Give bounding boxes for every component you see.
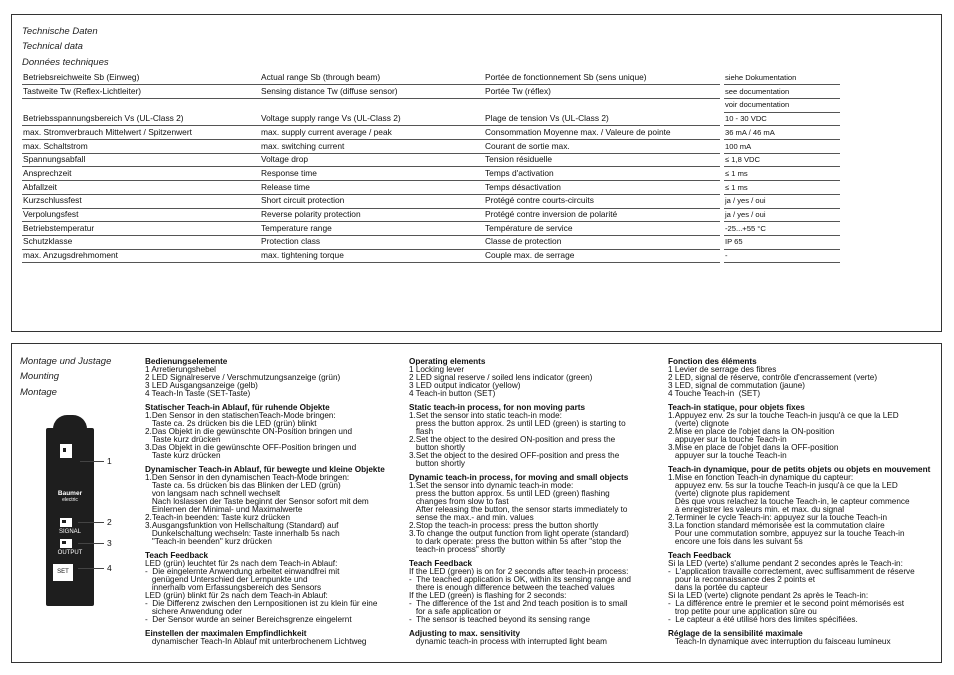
spec-row	[22, 153, 722, 166]
spec-value: 10 - 30 VDC	[725, 114, 767, 124]
spec-label-en: Response time	[261, 167, 317, 178]
section-text: Si la LED (verte) s'allume pendant 2 secondes après le Teach-in: - L'application travaille correctement, avec suffisamment de réserve pour la reconnaissance des 2 points et dans la portée du capteur Si la LED (verte) clignote pendant 2s après le Teach-in: - La différence entre le premier et le second point mémorisés est trop petite pour une application sûre ou - Le capteur a été utilisé hors des limites spécifiées.	[668, 559, 915, 624]
section-text: 1 Levier de serrage des fibres 2 LED, signal de réserve, contrôle d'encrassement (verte) 3 LED, signal de commutation (jaune) 4 Touche Teach-in (SET)	[668, 365, 878, 398]
section-heading: Teach Feedback	[145, 551, 209, 560]
title-fr: Données techniques	[22, 56, 109, 68]
technical-data-titles	[22, 24, 109, 70]
callout-4: 4	[107, 563, 112, 573]
signal-label: SIGNAL	[58, 529, 81, 535]
spec-row	[22, 71, 722, 84]
section-text: 1 Locking lever 2 LED signal reserve / soiled lens indicator (green) 3 LED output indicator (yellow) 4 Teach-in button (SET)	[409, 365, 593, 398]
spec-value: -	[725, 251, 728, 261]
section-heading: Dynamic teach-in process, for moving and small objects	[409, 473, 629, 482]
section-text: 1.Set the sensor into static teach-in mode: press the button approx. 2s until LED (green) is starting to flash 2.Set the object to the desired ON-position and press the button shortly 3.Set the object to the desired OFF-position and press the button shortly	[409, 411, 626, 468]
spec-value: 36 mA / 46 mA	[725, 127, 775, 137]
mounting-title-en: Mounting	[20, 371, 60, 383]
spec-row	[22, 235, 722, 248]
spec-label-en: Actual range Sb (through beam)	[261, 72, 381, 82]
mounting-panel	[11, 343, 942, 663]
callout-3: 3	[107, 538, 112, 548]
spec-label-en: Protection class	[261, 236, 321, 247]
spec-label-en: Release time	[261, 181, 310, 192]
instructions-de	[145, 358, 400, 646]
spec-value: ≤ 1 ms	[725, 182, 748, 192]
spec-value: ja / yes / oui	[725, 196, 766, 206]
spec-row	[22, 194, 722, 207]
spec-label-en: Sensing distance Tw (diffuse sensor)	[261, 85, 398, 96]
spec-label-de: max. Anzugsdrehmoment	[23, 250, 118, 261]
spec-value: 100 mA	[725, 141, 752, 151]
spec-label-fr: Classe de protection	[485, 236, 562, 247]
spec-label-de: max. Stromverbrauch Mittelwert / Spitzenwert	[23, 126, 192, 137]
section-text: 1.Mise en fonction Teach-in dynamique du capteur: appuyez env. 5s sur la touche Teach-in jusqu'à ce que la LED (verte) clignote plus rapidement Dès que vous relachez la touche Teach-in, le capteur commence à enregistrer les valeurs min. et max. du signal 2.Terminer le cycle Teach-in: appuyez sur la touche Teach-in 3.La fonction standard mémorisée est la commutation claire Pour une commutation sombre, appuyez sur la touche Teach-in encore une fois dans les suivant 5s	[668, 473, 910, 546]
spec-label-en: max. switching current	[261, 140, 345, 151]
section-heading: Operating elements	[409, 357, 486, 366]
spec-row	[22, 249, 722, 262]
spec-label-de: max. Schaltstrom	[23, 140, 88, 151]
title-en: Technical data	[22, 41, 83, 53]
spec-label-fr: Protégé contre inversion de polarité	[485, 209, 618, 219]
instructions-fr	[668, 358, 936, 646]
section-heading: Réglage de la sensibilité maximale	[668, 629, 803, 638]
callout-line-2	[78, 522, 104, 523]
section-heading: Bedienungselemente	[145, 357, 228, 366]
mounting-titles	[20, 354, 111, 400]
spec-label-fr: Temps d'activation	[485, 167, 554, 178]
sensor-illustration	[46, 428, 94, 606]
callout-2: 2	[107, 517, 112, 527]
section-text: Teach-In dynamique avec interruption du faisceau lumineux	[668, 637, 891, 646]
section-heading: Adjusting to max. sensitivity	[409, 629, 521, 638]
output-led	[60, 539, 72, 548]
spec-value: ≤ 1 ms	[725, 168, 748, 178]
section-text: LED (grün) leuchtet für 2s nach dem Teach-in Ablauf: - Die eingelernte Anwendung arbeitet einwandfrei mit genügend Unterschied der Lernpunkte und innerhalb vom Erfassungsbereich des Sensors LED (grün) blinkt für 2s nach dem Teach-in Ablauf: - Die Differenz zwischen den Lernpositionen ist zu klein für eine sichere Anwendung oder - Der Sensor wurde an seiner Bereichsgrenze eingelernt	[145, 559, 378, 624]
spec-label-en: Short circuit protection	[261, 195, 345, 206]
spec-label-de: Spannungsabfall	[23, 154, 86, 165]
spec-row	[22, 140, 722, 153]
instructions-en	[409, 358, 664, 646]
title-de: Technische Daten	[22, 26, 98, 37]
spec-row	[22, 208, 722, 221]
spec-label-fr: Protégé contre courts-circuits	[485, 195, 594, 206]
spec-label-de: Betriebsreichweite Sb (Einweg)	[23, 72, 140, 82]
spec-label-fr: Plage de tension Vs (UL-Class 2)	[485, 113, 609, 124]
spec-label-de: Ansprechzeit	[23, 167, 72, 178]
spec-label-en: max. tightening torque	[261, 250, 344, 261]
locking-lever	[60, 444, 72, 458]
section-text: dynamischer Teach-In Ablauf mit unterbrochenem Lichtweg	[145, 637, 367, 646]
signal-led	[60, 518, 72, 527]
spec-label-en: max. supply current average / peak	[261, 126, 392, 137]
spec-label-fr: Température de service	[485, 222, 573, 233]
section-heading: Static teach-in process, for non moving parts	[409, 403, 586, 412]
spec-value: ja / yes / oui	[725, 210, 766, 219]
spec-label-fr: Portée Tw (réflex)	[485, 85, 551, 96]
section-text: 1.Den Sensor in den statischenTeach-Mode bringen: Taste ca. 2s drücken bis die LED (grün) blinkt 2.Das Objekt in die gewünschte ON-Position bringen und Taste kurz drücken 3.Das Objekt in die gewünschte OFF-Position bringen und Taste kurz drücken	[145, 411, 357, 460]
spec-label-de: Betriebsspannungsbereich Vs (UL-Class 2)	[23, 113, 184, 124]
spec-row-divider	[22, 262, 720, 263]
spec-value: voir documentation	[725, 100, 790, 110]
spec-label-de: Betriebstemperatur	[23, 222, 95, 233]
section-text: dynamic teach-in process with interrupted light beam	[409, 637, 607, 646]
callout-line-1	[80, 461, 104, 462]
set-button[interactable]: SET	[53, 564, 73, 581]
brand-subtitle: electric	[62, 497, 78, 503]
callout-1: 1	[107, 456, 112, 466]
section-heading: Fonction des éléments	[668, 357, 757, 366]
spec-label-fr: Courant de sortie max.	[485, 140, 570, 151]
spec-row	[22, 85, 722, 98]
spec-label-fr: Portée de fonctionnement Sb (sens unique)	[485, 72, 647, 82]
spec-label-de: Abfallzeit	[23, 181, 57, 192]
spec-label-de: Tastweite Tw (Reflex-Lichtleiter)	[23, 85, 142, 96]
spec-row	[22, 222, 722, 235]
output-label: OUTPUT	[57, 550, 83, 556]
sensor-cap	[53, 415, 87, 429]
spec-label-fr: Consommation Moyenne max. / Valeure de pointe	[485, 126, 671, 137]
spec-value-divider	[724, 262, 840, 263]
section-heading: Teach Feedback	[409, 559, 473, 568]
spec-row	[22, 181, 722, 194]
section-text: If the LED (green) is on for 2 seconds after teach-in process: - The teached application is OK, within its sensing range and there is enough difference between the teached values If the LED (green) is flashing for 2 seconds: - The difference of the 1st and 2nd teach position is to small for a safe application or - The sensor is teached beyond its sensing range	[409, 567, 631, 624]
spec-label-fr: Couple max. de serrage	[485, 250, 575, 261]
technical-data-panel	[11, 14, 942, 332]
spec-value: -25...+55 °C	[725, 223, 766, 233]
spec-label-fr: Tension résiduelle	[485, 154, 553, 165]
section-heading: Teach-in statique, pour objets fixes	[668, 403, 805, 412]
spec-value: IP 65	[725, 237, 743, 247]
spec-value: ≤ 1,8 VDC	[725, 155, 760, 165]
mounting-title-de: Montage und Justage	[20, 356, 112, 367]
callout-line-3	[78, 543, 104, 544]
callout-line-4	[78, 568, 104, 569]
spec-label-de: Verpolungsfest	[23, 209, 79, 219]
spec-label-de: Kurzschlussfest	[23, 195, 82, 206]
section-heading: Statischer Teach-in Ablauf, für ruhende Objekte	[145, 403, 330, 412]
spec-label-en: Temperature range	[261, 222, 332, 233]
section-heading: Teach Feedback	[668, 551, 732, 560]
section-text: 1.Den Sensor in den dynamischen Teach-Mode bringen: Taste ca. 5s drücken bis das Blinken der LED (grün) von langsam nach schnell wechselt Nach loslassen der Taste beginnt der Sensor sofort mit dem Einlernen der Minimal- und Maximalwerte 2.Teach-in beenden: Taste kurz drücken 3.Ausgangsfunktion von Hellschaltung (Standard) auf Dunkelschaltung wechseln: Taste innerhalb 5s nach "Teach-in beenden" kurz drücken	[145, 473, 369, 546]
spec-value: siehe Dokumentation	[725, 73, 797, 82]
section-heading: Teach-in dynamique, pour de petits objets ou objets en mouvement	[668, 465, 931, 474]
section-heading: Dynamischer Teach-in Ablauf, für bewegte und kleine Objekte	[145, 465, 385, 474]
spec-label-fr: Temps désactivation	[485, 181, 561, 192]
spec-label-en: Voltage supply range Vs (UL-Class 2)	[261, 113, 401, 124]
section-text: 1.Appuyez env. 2s sur la touche Teach-in jusqu'à ce que la LED (verte) clignote 2.Mise en place de l'objet dans la ON-position appuyer sur la touche Teach-in 3.Mise en place de l'objet dans la OFF-position appuyer sur la touche Teach-in	[668, 411, 899, 460]
brand-logo: Baumer	[57, 490, 83, 497]
spec-value: see documentation	[725, 86, 790, 96]
spec-row	[22, 112, 722, 125]
section-text: 1 Arretierungshebel 2 LED Signalreserve / Verschmutzungsanzeige (grün) 3 LED Ausgangsanzeige (gelb) 4 Teach-In Taste (SET-Taste)	[145, 365, 341, 398]
section-heading: Einstellen der maximalen Empfindlichkeit	[145, 629, 307, 638]
spec-label-de: Schutzklasse	[23, 236, 73, 247]
spec-row	[22, 126, 722, 139]
spec-row	[22, 167, 722, 180]
spec-row	[22, 98, 722, 111]
spec-label-en: Reverse polarity protection	[261, 209, 361, 219]
spec-label-en: Voltage drop	[261, 154, 309, 165]
mounting-title-fr: Montage	[20, 386, 57, 398]
section-text: 1.Set the sensor into dynamic teach-in mode: press the button approx. 5s until LED (green) flashing changes from slow to fast After releasing the button, the sensor starts immediately to sense the max.- and min. values 2.Stop the teach-in process: press the button shortly 3.To change the output function from light operate (standard) to dark operate: press the button within 5s after "stop the teach-in process" shortly	[409, 481, 629, 554]
